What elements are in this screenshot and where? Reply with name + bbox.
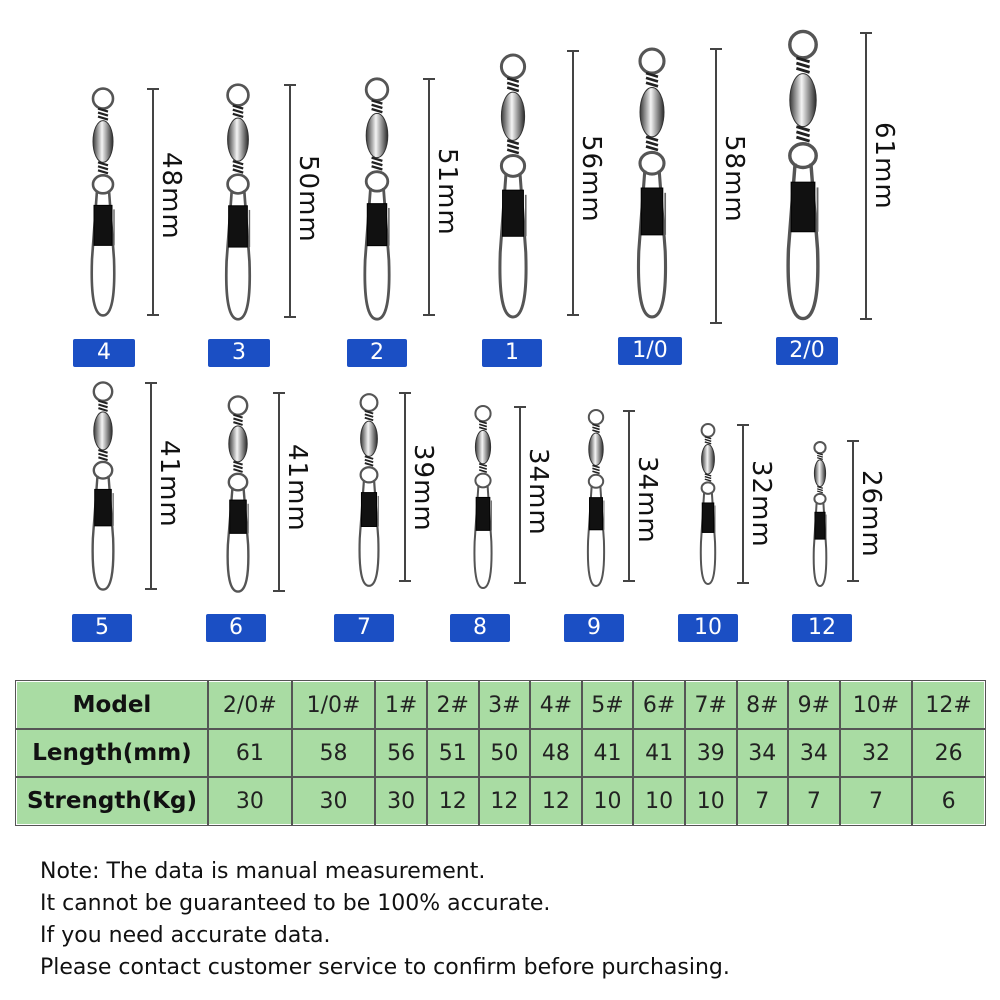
table-cell: 7# — [685, 681, 737, 729]
table-cell: 2/0# — [208, 681, 292, 729]
dimension-line — [742, 424, 744, 584]
table-cell: 12 — [427, 777, 479, 825]
table-cell: 8# — [737, 681, 789, 729]
dimension-line — [852, 440, 854, 582]
table-cell: 2# — [427, 681, 479, 729]
table-cell: 1/0# — [292, 681, 376, 729]
table-cell: 34 — [788, 729, 840, 777]
length-label: 39mm — [408, 444, 438, 532]
length-label: 34mm — [632, 456, 662, 544]
swivel-snap-icon — [464, 404, 502, 590]
table-cell: 50 — [479, 729, 531, 777]
disclaimer-note — [40, 856, 730, 984]
model-badge: 10 — [678, 614, 738, 642]
model-badge: 2 — [347, 339, 407, 367]
model-badge: 7 — [334, 614, 394, 642]
length-label: 34mm — [523, 448, 553, 536]
dimension-line — [572, 50, 574, 316]
swivel-snap-icon — [212, 82, 264, 322]
length-label: 56mm — [576, 135, 606, 223]
table-cell: 41 — [582, 729, 634, 777]
table-cell: 30 — [208, 777, 292, 825]
swivel-snap-icon — [80, 380, 126, 592]
row-header: Length(mm) — [16, 729, 208, 777]
model-badge: 1/0 — [618, 337, 682, 365]
swivel-snap-icon — [350, 76, 404, 322]
note-line: If you need accurate data. — [40, 923, 331, 948]
table-cell: 10# — [840, 681, 913, 729]
table-cell: 61 — [208, 729, 292, 777]
table-cell: 6 — [912, 777, 985, 825]
swivel-snap-icon — [622, 46, 682, 320]
spec-table — [15, 680, 986, 826]
swivel-snap-icon — [484, 52, 542, 320]
table-cell: 34 — [737, 729, 789, 777]
swivel-snap-icon — [806, 440, 834, 588]
table-cell: 51 — [427, 729, 479, 777]
length-label: 58mm — [719, 135, 749, 223]
table-cell: 7 — [788, 777, 840, 825]
table-row-model — [16, 681, 985, 729]
table-cell: 10 — [685, 777, 737, 825]
model-badge: 4 — [73, 339, 135, 367]
table-cell: 7 — [840, 777, 913, 825]
length-label: 32mm — [746, 460, 776, 548]
table-cell: 10 — [633, 777, 685, 825]
model-badge: 8 — [450, 614, 510, 642]
length-label: 51mm — [432, 148, 462, 236]
table-cell: 48 — [530, 729, 582, 777]
dimension-line — [150, 382, 152, 590]
length-label: 61mm — [869, 122, 899, 210]
table-cell: 12 — [479, 777, 531, 825]
model-badge: 2/0 — [776, 337, 838, 365]
swivel-snap-icon — [578, 408, 614, 588]
length-label: 41mm — [154, 440, 184, 528]
length-label: 26mm — [856, 470, 886, 558]
swivel-snap-icon — [78, 86, 128, 318]
dimension-line — [428, 78, 430, 316]
table-cell: 5# — [582, 681, 634, 729]
model-badge: 3 — [208, 339, 270, 367]
dimension-line — [715, 48, 717, 324]
table-cell: 58 — [292, 729, 376, 777]
table-cell: 10 — [582, 777, 634, 825]
length-label: 41mm — [282, 444, 312, 532]
length-label: 48mm — [156, 152, 186, 240]
table-cell: 1# — [375, 681, 427, 729]
note-line: It cannot be guaranteed to be 100% accurate. — [40, 891, 551, 916]
table-cell: 30 — [375, 777, 427, 825]
swivel-snap-icon — [770, 28, 836, 322]
table-cell: 41 — [633, 729, 685, 777]
model-badge: 1 — [482, 339, 542, 367]
note-line: Note: The data is manual measurement. — [40, 859, 486, 884]
swivel-snap-icon — [215, 394, 261, 594]
table-cell: 32 — [840, 729, 913, 777]
row-header: Strength(Kg) — [16, 777, 208, 825]
table-cell: 6# — [633, 681, 685, 729]
model-badge: 5 — [72, 614, 132, 642]
swivel-snap-icon — [692, 422, 724, 586]
table-cell: 9# — [788, 681, 840, 729]
swivel-snap-icon — [348, 392, 390, 588]
model-badge: 12 — [792, 614, 852, 642]
length-label: 50mm — [293, 155, 323, 243]
dimension-line — [628, 410, 630, 582]
model-badge: 6 — [206, 614, 266, 642]
table-cell: 26 — [912, 729, 985, 777]
table-row-strength — [16, 777, 985, 825]
table-cell: 7 — [737, 777, 789, 825]
dimension-line — [152, 88, 154, 316]
table-cell: 4# — [530, 681, 582, 729]
model-badge: 9 — [564, 614, 624, 642]
note-line: Please contact customer service to confirm before purchasing. — [40, 955, 730, 980]
table-cell: 12 — [530, 777, 582, 825]
dimension-line — [865, 32, 867, 320]
dimension-line — [519, 406, 521, 584]
table-cell: 12# — [912, 681, 985, 729]
dimension-line — [404, 392, 406, 582]
dimension-line — [278, 392, 280, 592]
table-row-length — [16, 729, 985, 777]
table-cell: 3# — [479, 681, 531, 729]
table-cell: 39 — [685, 729, 737, 777]
table-cell: 56 — [375, 729, 427, 777]
dimension-line — [289, 84, 291, 318]
table-cell: 30 — [292, 777, 376, 825]
row-header: Model — [16, 681, 208, 729]
